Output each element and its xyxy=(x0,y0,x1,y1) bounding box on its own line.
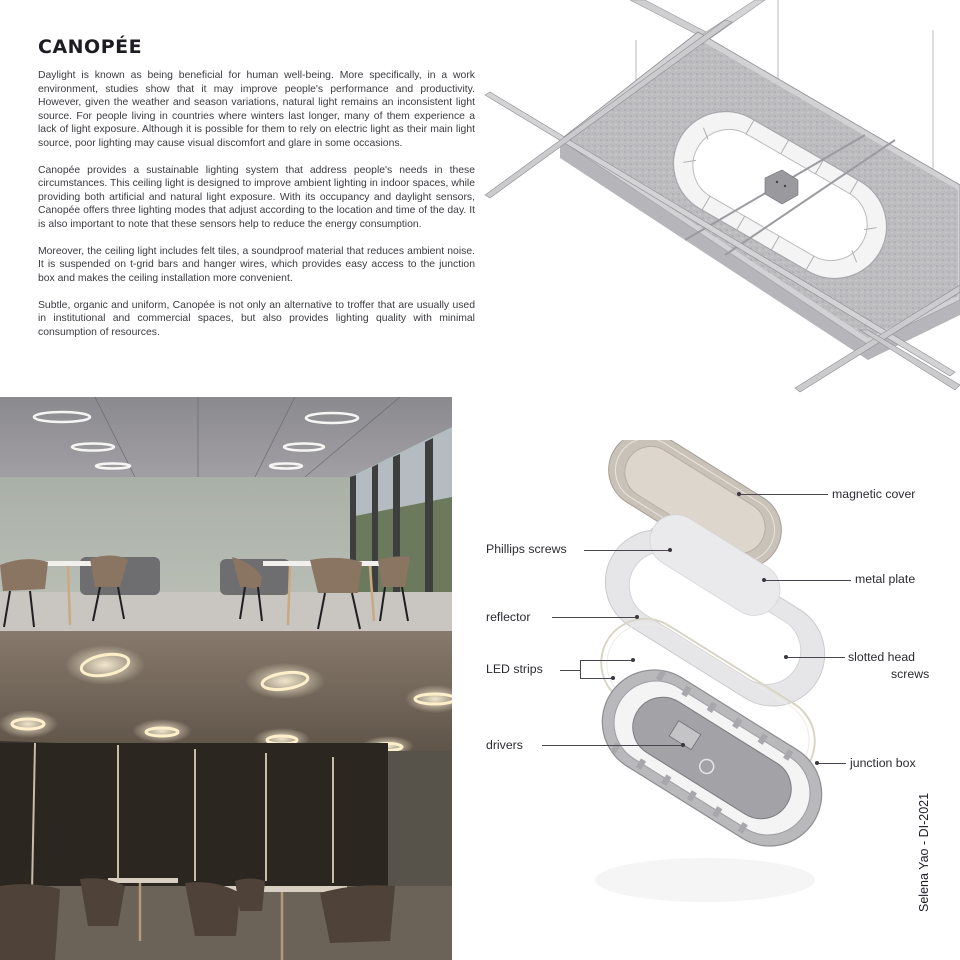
leader-led-strips-lower xyxy=(580,678,612,679)
anchor-drivers xyxy=(681,743,685,747)
leader-reflector xyxy=(552,617,636,618)
daytime-interior-render xyxy=(0,397,452,631)
anchor-magnetic-cover xyxy=(737,492,741,496)
leader-metal-plate xyxy=(765,580,851,581)
leader-led-strips xyxy=(560,670,580,671)
leader-phillips-screws xyxy=(584,550,670,551)
label-metal-plate: metal plate xyxy=(855,572,916,586)
label-reflector: reflector xyxy=(486,610,531,624)
paragraph-summary: Subtle, organic and uniform, Canopée is not only an alternative to troffer that are usually used in institutional and commercial spaces, but also provides lighting quality with minimal consumption of resources. xyxy=(38,299,475,338)
leader-drivers xyxy=(542,745,682,746)
leader-junction-box xyxy=(818,763,846,764)
ceiling-installation-render xyxy=(480,0,960,400)
leader-magnetic-cover xyxy=(740,494,828,495)
anchor-metal-plate xyxy=(762,578,766,582)
anchor-led-strips-upper xyxy=(631,658,635,662)
page-title: CANOPÉE xyxy=(38,36,143,58)
author-credit: Selena Yao - DI-2021 xyxy=(917,792,931,912)
leader-slotted-head-screws xyxy=(787,657,845,658)
anchor-phillips-screws xyxy=(668,548,672,552)
anchor-slotted-head-screws xyxy=(784,655,788,659)
paragraph-intro: Daylight is known as being beneficial for human well-being. More specifically, in a work environment, studies show that it may improve people's performance and productivity. However, given the weather and season variations, natural light remains an inconsistent light source. For people living in countries where winters last longer, many of them experience a lack of light exposure. Although it is possible for them to rely on electric light as their main light source, poor lighting may cause visual discomfort and glare in some occasions. xyxy=(38,70,475,149)
paragraph-felt: Moreover, the ceiling light includes felt tiles, a soundproof material that reduces ambient noise. It is suspended on t-grid bars and hanger wires, which provides easy access to the junction box and makes the ceiling installation more convenient. xyxy=(38,245,475,284)
leader-led-strips-upper xyxy=(580,660,632,661)
label-phillips-screws: Phillips screws xyxy=(486,542,567,556)
label-slotted-head-screws-line2: screws xyxy=(891,667,930,681)
label-magnetic-cover: magnetic cover xyxy=(832,487,916,501)
paragraph-product: Canopée provides a sustainable lighting system that address people's needs in these circumstances. This ceiling light is designed to improve ambient lighting in indoor spaces, while providing both artificial and natural light exposure. With its occupancy and daylight sensors, Canopée offers three lighting modes that adjust according to the location and time of the day. It is also important to note that these sensors help to reduce the energy consumption. xyxy=(38,164,475,230)
label-led-strips: LED strips xyxy=(486,662,543,676)
exploded-view-diagram xyxy=(480,440,960,960)
description-text xyxy=(38,69,475,353)
anchor-led-strips-lower xyxy=(611,676,615,680)
night-interior-render xyxy=(0,631,452,960)
anchor-junction-box xyxy=(815,761,819,765)
anchor-reflector xyxy=(635,615,639,619)
label-junction-box: junction box xyxy=(850,756,916,770)
leader-led-strips-bracket xyxy=(580,660,581,679)
label-drivers: drivers xyxy=(486,738,523,752)
label-slotted-head-screws: slotted head xyxy=(848,650,916,664)
